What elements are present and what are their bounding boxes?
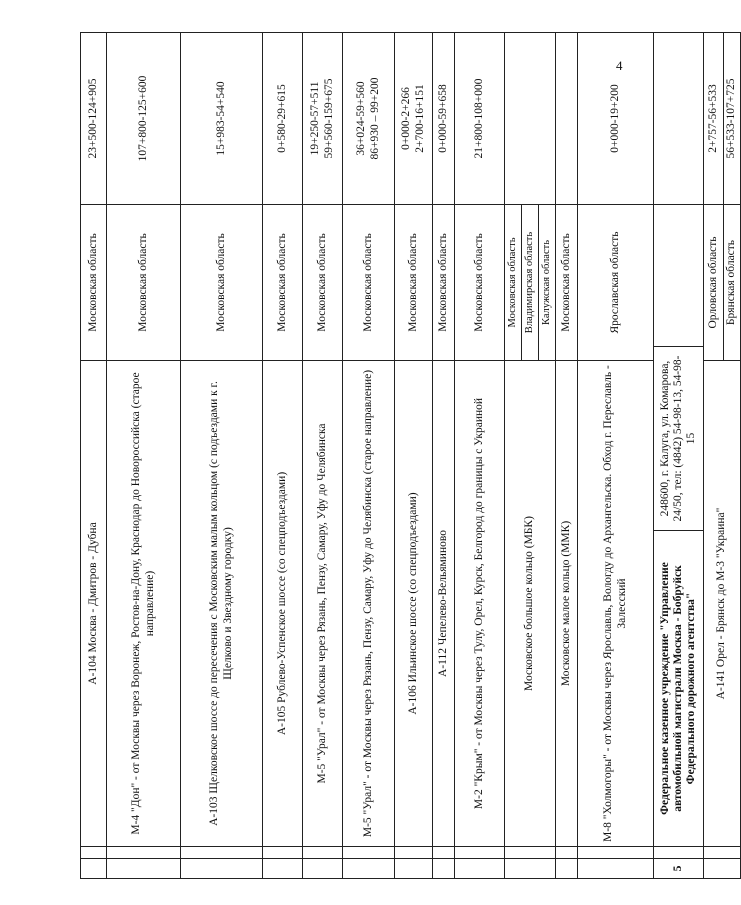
blank-cell bbox=[263, 847, 303, 859]
section-title: Федеральное казенное учреждение "Управление автомобильной магистрали Москва - Бобруйск Федерального дорожного агентства" bbox=[654, 531, 704, 847]
region-cell: Брянская область bbox=[724, 204, 741, 360]
km-cell: 0+580-29+615 bbox=[263, 32, 303, 204]
section-address: 248600, г. Калуга, ул. Комарова, 24/50, тел: (4842) 54-98-13, 54-98-15 bbox=[654, 347, 704, 531]
num-cell bbox=[433, 859, 455, 879]
km-cell: 15+983-54+540 bbox=[181, 32, 263, 204]
table-row bbox=[263, 32, 303, 878]
blank-cell bbox=[578, 847, 654, 859]
road-cell: М-8 "Холмогоры" - от Москвы через Ярославль, Вологду до Архангельска. Обход г. Переславль - Залесский bbox=[578, 361, 654, 847]
region-cell: Ярославская область bbox=[578, 204, 654, 360]
table-row bbox=[395, 32, 433, 878]
km-cell: 23+500-124+905 bbox=[81, 32, 107, 204]
table-row bbox=[578, 32, 654, 878]
blank-cell bbox=[107, 847, 181, 859]
region-cell: Московская область bbox=[263, 204, 303, 360]
road-cell: А-141 Орел - Брянск до М-3 "Украина" bbox=[704, 361, 741, 847]
table-row bbox=[303, 32, 343, 878]
road-cell: М-5 "Урал" - от Москвы через Рязань, Пензу, Самару, Уфу до Челябинска bbox=[303, 361, 343, 847]
road-cell: А-112 Чепелево-Вельяминово bbox=[433, 361, 455, 847]
table-row bbox=[433, 32, 455, 878]
road-cell: А-105 Рублево-Успенское шоссе (со спецподъездами) bbox=[263, 361, 303, 847]
blank-cell bbox=[654, 847, 704, 859]
km-cell: 36+024-59+560 86+930 – 99+200 bbox=[343, 32, 395, 204]
rotated-table-wrapper bbox=[80, 33, 738, 879]
table-row bbox=[704, 32, 724, 878]
region-cell: Орловская область bbox=[704, 204, 724, 360]
num-cell bbox=[505, 859, 556, 879]
num-cell bbox=[578, 859, 654, 879]
table-row bbox=[505, 32, 522, 878]
num-cell bbox=[181, 859, 263, 879]
page-number: 4 bbox=[616, 58, 623, 73]
section-number: 5 bbox=[654, 859, 704, 879]
km-cell: 0+000-19+200 bbox=[578, 32, 654, 204]
road-cell: А-103 Щелковское шоссе до пересечения с Московским малым кольцом (с подъездами к г. Щелково и Звездному городку) bbox=[181, 361, 263, 847]
road-cell: М-4 "Дон" - от Москвы через Воронеж, Ростов-на-Дону, Краснодар до Новороссийска (старое направление) bbox=[107, 361, 181, 847]
region-cell: Московская область bbox=[107, 204, 181, 360]
num-cell bbox=[556, 859, 578, 879]
region-cell: Московская область bbox=[505, 204, 522, 360]
num-cell bbox=[263, 859, 303, 879]
blank-cell bbox=[343, 847, 395, 859]
region-cell: Московская область bbox=[181, 204, 263, 360]
num-cell bbox=[81, 859, 107, 879]
km-cell: 19+250-57+511 59+560-159+675 bbox=[303, 32, 343, 204]
km-cell: 2+757-56+533 bbox=[704, 32, 724, 204]
region-cell: Московская область bbox=[343, 204, 395, 360]
blank-cell bbox=[455, 847, 505, 859]
blank-cell bbox=[303, 847, 343, 859]
road-cell: А-106 Ильинское шоссе (со спецподъездами) bbox=[395, 361, 433, 847]
blank-cell bbox=[505, 847, 556, 859]
table-row bbox=[343, 32, 395, 878]
num-cell bbox=[303, 859, 343, 879]
table-row bbox=[455, 32, 505, 878]
km-cell: 56+533-107+725 bbox=[724, 32, 741, 204]
road-cell: М-5 "Урал" - от Москвы через Рязань, Пензу, Самару, Уфу до Челябинска (старое направление) bbox=[343, 361, 395, 847]
km-cell: 21+800-108+000 bbox=[455, 32, 505, 204]
num-cell bbox=[455, 859, 505, 879]
region-cell: Владимирская область bbox=[522, 204, 539, 360]
road-cell: А-104 Москва - Дмитров - Дубна bbox=[81, 361, 107, 847]
num-cell bbox=[343, 859, 395, 879]
region-cell: Московская область bbox=[556, 204, 578, 360]
num-cell bbox=[395, 859, 433, 879]
blank-cell bbox=[181, 847, 263, 859]
km-cell: 0+000-59+658 bbox=[433, 32, 455, 204]
blank-cell bbox=[433, 847, 455, 859]
km-cell bbox=[556, 32, 578, 204]
table-row bbox=[107, 32, 181, 878]
roads-table bbox=[80, 32, 741, 879]
blank-cell bbox=[704, 847, 741, 859]
region-cell: Калужская область bbox=[539, 204, 556, 360]
blank-cell bbox=[81, 847, 107, 859]
region-cell: Московская область bbox=[433, 204, 455, 360]
num-cell bbox=[107, 859, 181, 879]
road-cell: Московское большое кольцо (МБК) bbox=[505, 361, 556, 847]
km-cell: 107+800-125+600 bbox=[107, 32, 181, 204]
table-row bbox=[81, 32, 107, 878]
road-cell: М-2 "Крым" - от Москвы через Тулу, Орел, Курск, Белгород до границы с Украиной bbox=[455, 361, 505, 847]
table-row bbox=[556, 32, 578, 878]
region-cell: Московская область bbox=[81, 204, 107, 360]
region-cell: Московская область bbox=[455, 204, 505, 360]
road-cell: Московское малое кольцо (ММК) bbox=[556, 361, 578, 847]
blank-cell bbox=[556, 847, 578, 859]
km-cell bbox=[505, 32, 556, 204]
blank-cell bbox=[654, 204, 704, 346]
region-cell: Московская область bbox=[395, 204, 433, 360]
table-row bbox=[181, 32, 263, 878]
region-cell: Московская область bbox=[303, 204, 343, 360]
km-cell: 0+000-2+266 2+700-16+151 bbox=[395, 32, 433, 204]
blank-cell bbox=[654, 32, 704, 204]
blank-cell bbox=[395, 847, 433, 859]
section-row bbox=[654, 32, 704, 878]
num-cell bbox=[704, 859, 741, 879]
